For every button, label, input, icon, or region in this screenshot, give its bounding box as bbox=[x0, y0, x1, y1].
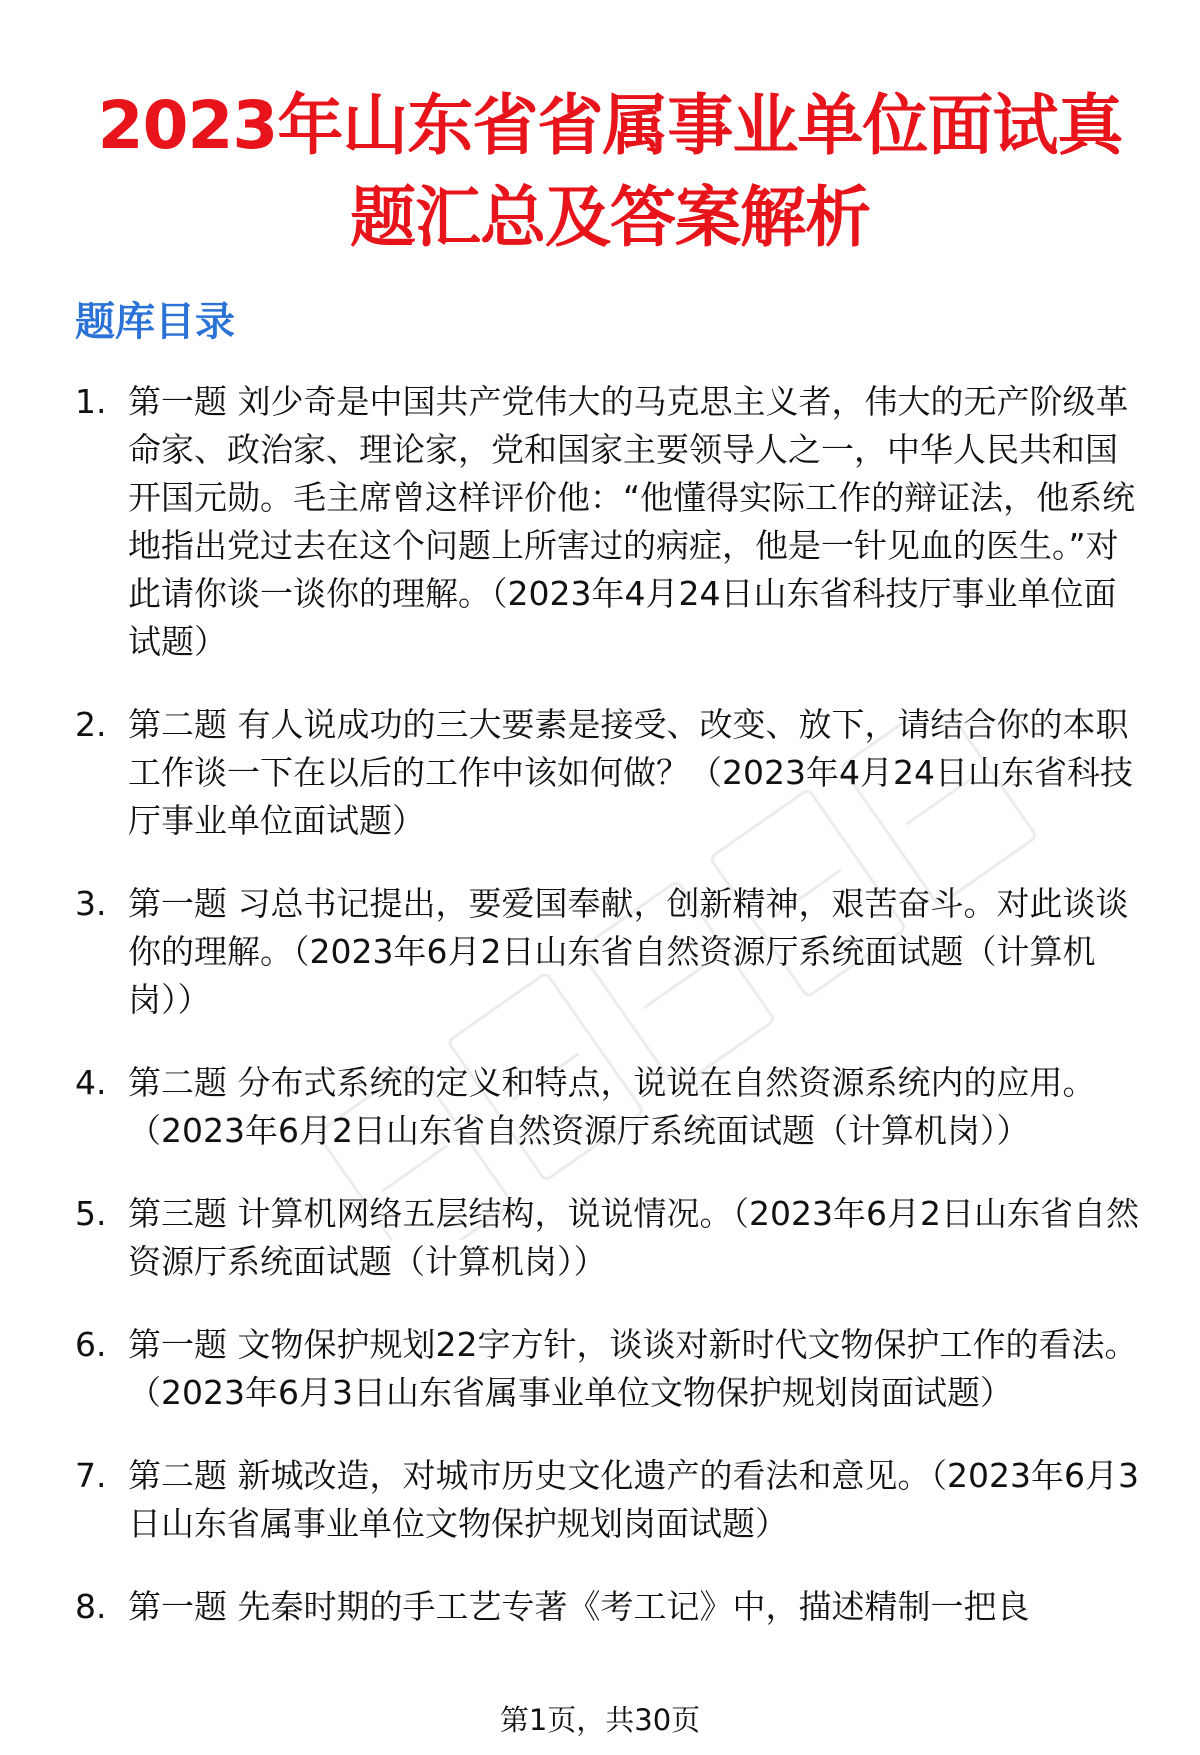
toc-item bbox=[75, 378, 1145, 666]
toc-item bbox=[75, 880, 1145, 1024]
toc-item-number: 5. bbox=[75, 1194, 107, 1233]
toc-item-number: 4. bbox=[75, 1063, 107, 1102]
toc-item bbox=[75, 701, 1145, 845]
toc-item-number: 7. bbox=[75, 1456, 107, 1495]
toc-item-text: 第二题 分布式系统的定义和特点，说说在自然资源系统内的应用。（2023年6月2日山东省自然资源厅系统面试题（计算机岗）） bbox=[128, 1063, 1096, 1150]
toc-item-text: 第二题 有人说成功的三大要素是接受、改变、放下，请结合你的本职工作谈一下在以后的工作中该如何做？（2023年4月24日山东省科技厅事业单位面试题） bbox=[128, 705, 1133, 840]
toc-item bbox=[75, 1321, 1145, 1417]
toc-item-text: 第二题 新城改造，对城市历史文化遗产的看法和意见。（2023年6月3日山东省属事业单位文物保护规划岗面试题） bbox=[128, 1456, 1139, 1543]
toc-heading: 题库目录 bbox=[75, 299, 235, 345]
toc-item bbox=[75, 1190, 1145, 1286]
toc-item bbox=[75, 1452, 1145, 1548]
toc-item-text: 第一题 先秦时期的手工艺专著《考工记》中，描述精制一把良 bbox=[128, 1587, 1030, 1626]
toc-item-text: 第一题 刘少奇是中国共产党伟大的马克思主义者，伟大的无产阶级革命家、政治家、理论家，党和国家主要领导人之一，中华人民共和国开国元勋。毛主席曾这样评价他：“他懂得实际工作的辩证法，他系统地指出党过去在这个问题上所害过的病症，他是一针见血的医生。”对此请你谈一谈你的理解。（2023年4月24日山东省科技厅事业单位面试题） bbox=[128, 382, 1136, 661]
page-title: 2023年山东省省属事业单位面试真题汇总及答案解析 bbox=[97, 87, 1123, 256]
toc-list bbox=[75, 378, 1145, 1631]
toc-item-number: 8. bbox=[75, 1587, 107, 1626]
toc-item-text: 第一题 习总书记提出，要爱国奉献，创新精神，艰苦奋斗。对此谈谈你的理解。（2023年6月2日山东省自然资源厅系统面试题（计算机岗）） bbox=[128, 884, 1129, 1019]
toc-item-text: 第一题 文物保护规划22字方针，谈谈对新时代文物保护工作的看法。（2023年6月3日山东省属事业单位文物保护规划岗面试题） bbox=[128, 1325, 1138, 1412]
toc-item bbox=[75, 1059, 1145, 1155]
toc-item-number: 3. bbox=[75, 884, 107, 923]
toc-item-number: 6. bbox=[75, 1325, 107, 1364]
toc-item-number: 1. bbox=[75, 382, 107, 421]
toc-item-number: 2. bbox=[75, 705, 107, 744]
page-footer: 第1页，共30页 bbox=[499, 1703, 701, 1737]
toc-item-text: 第三题 计算机网络五层结构，说说情况。（2023年6月2日山东省自然资源厅系统面试题（计算机岗）） bbox=[128, 1194, 1139, 1281]
toc-item bbox=[75, 1583, 1145, 1631]
